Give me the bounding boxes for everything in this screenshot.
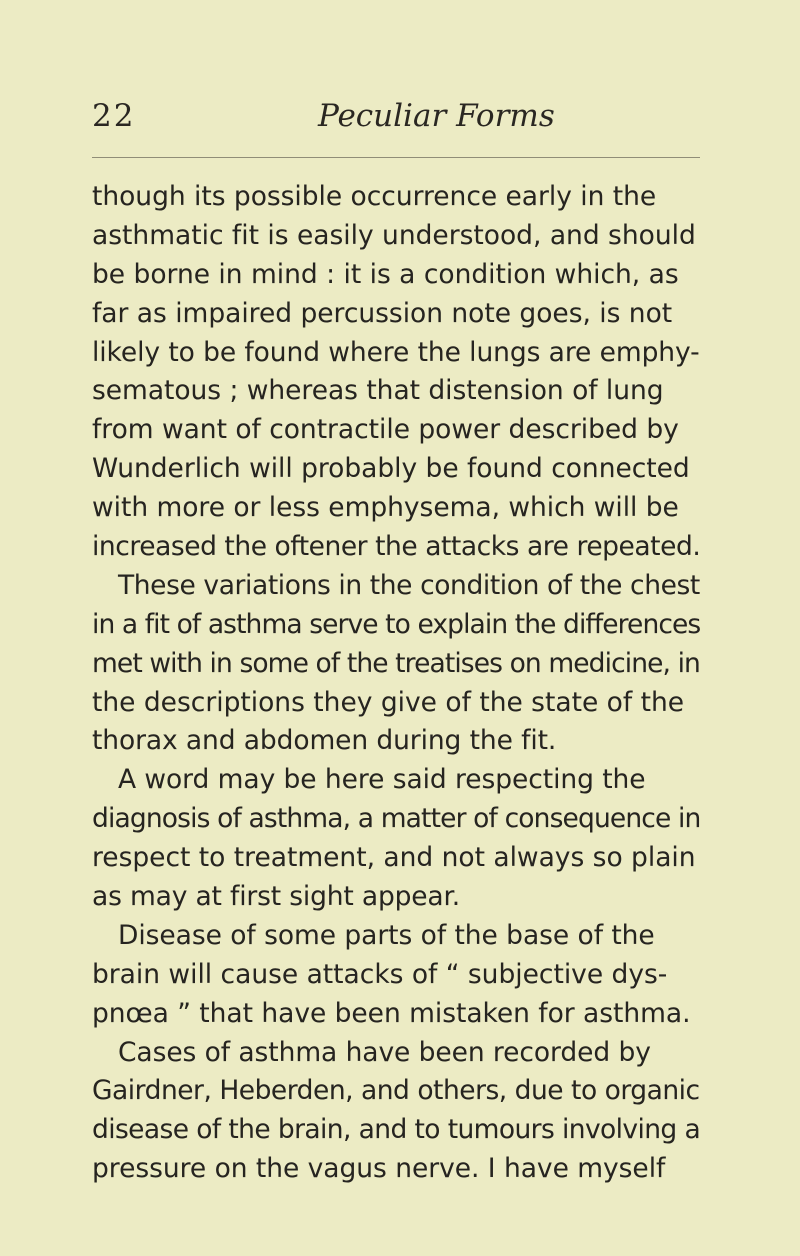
text-line: the descriptions they give of the state of the: [92, 686, 685, 718]
text-line: though its possible occurrence early in the: [92, 181, 657, 212]
text-line: Cases of asthma have been recorded by: [118, 1036, 651, 1068]
body-text: [92, 178, 712, 1189]
text-line: asthmatic fit is easily understood, and should: [92, 219, 696, 251]
text-line: in a fit of asthma serve to explain the differences: [92, 608, 701, 640]
text-line: diagnosis of asthma, a matter of consequence in: [92, 803, 701, 835]
text-line: disease of the brain, and to tumours involving a: [92, 1114, 701, 1146]
page-header: [92, 98, 700, 142]
text-line: A word may be here said respecting the: [118, 764, 646, 796]
text-line: from want of contractile power described by: [92, 414, 679, 446]
text-line: brain will cause attacks of “ subjective dys-: [92, 958, 668, 990]
text-line: pressure on the vagus nerve. I have myself: [92, 1153, 666, 1185]
page-number: 22: [92, 98, 136, 134]
text-line: as may at first sight appear.: [92, 881, 461, 913]
text-line: thorax and abdomen during the fit.: [92, 725, 557, 757]
text-line: Disease of some parts of the base of the: [118, 919, 655, 951]
text-line: These variations in the condition of the chest: [118, 569, 700, 601]
text-line: increased the oftener the attacks are repeated.: [92, 531, 701, 563]
text-line: likely to be found where the lungs are emphy-: [92, 336, 700, 368]
text-line: far as impaired percussion note goes, is not: [92, 297, 673, 329]
text-line: be borne in mind : it is a condition which, as: [92, 258, 679, 290]
text-line: Wunderlich will probably be found connected: [92, 453, 690, 485]
text-line: with more or less emphysema, which will be: [92, 492, 679, 524]
text-line: respect to treatment, and not always so plain: [92, 842, 696, 874]
header-rule: [92, 157, 700, 158]
text-line: sematous ; whereas that distension of lung: [92, 375, 664, 407]
running-title: Peculiar Forms: [318, 98, 555, 134]
text-line: met with in some of the treatises on medicine, in: [92, 647, 700, 679]
text-line: Gairdner, Heberden, and others, due to organic: [92, 1075, 700, 1107]
text-line: pnœa ” that have been mistaken for asthma.: [92, 997, 691, 1029]
